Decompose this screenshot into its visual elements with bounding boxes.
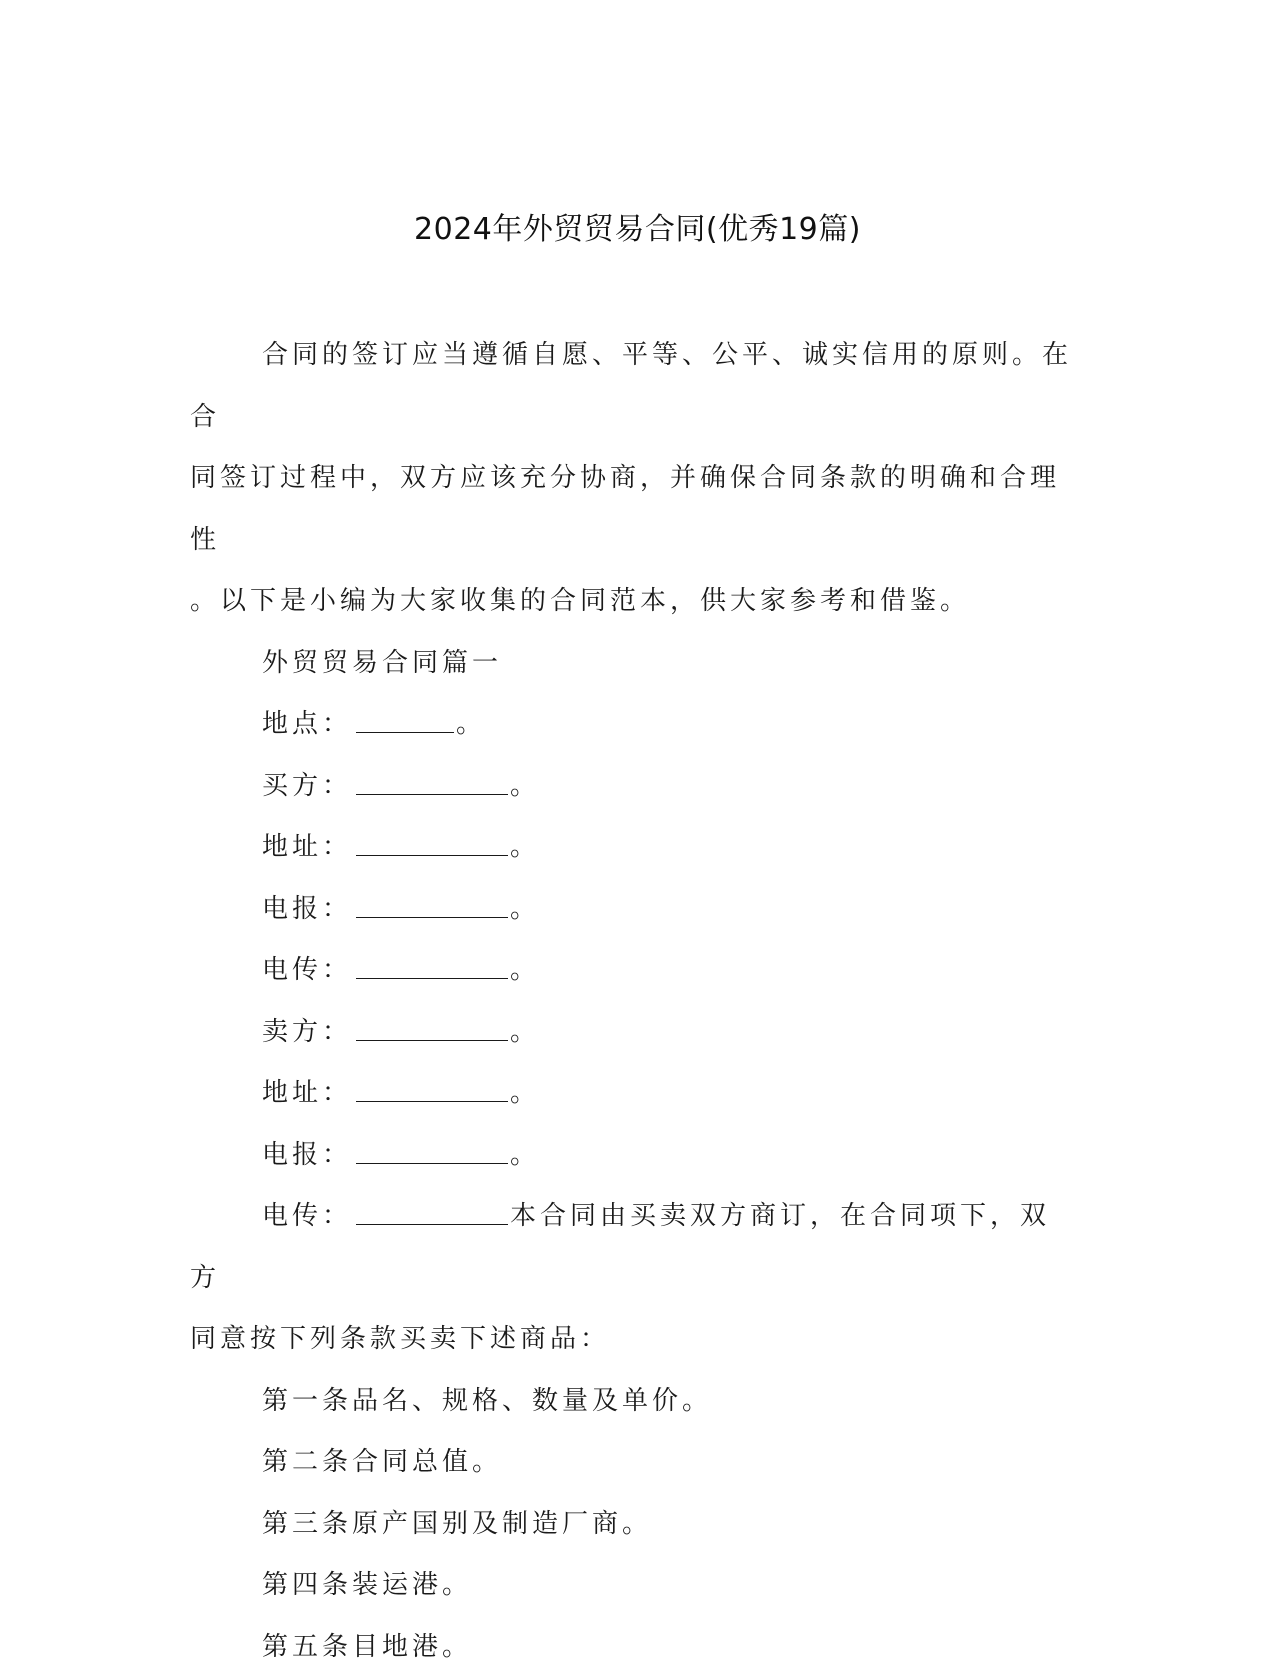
intro-line-2: 同签订过程中，双方应该充分协商，并确保合同条款的明确和合理性 bbox=[190, 463, 1060, 555]
field-suffix: 。 bbox=[510, 1078, 540, 1108]
clause-line: 第二条合同总值。 bbox=[190, 1432, 1080, 1494]
blank-line bbox=[356, 1020, 508, 1041]
field-label: 电报： bbox=[262, 894, 352, 924]
clause-line: 第五条目地港。 bbox=[190, 1617, 1080, 1678]
blank-line bbox=[356, 1204, 508, 1225]
blank-line bbox=[356, 712, 454, 733]
intro-paragraph bbox=[190, 325, 1080, 633]
intro-line-1: 合同的签订应当遵循自愿、平等、公平、诚实信用的原则。在合 bbox=[190, 340, 1072, 432]
field-label: 电传： bbox=[262, 955, 352, 985]
clause-line: 第一条品名、规格、数量及单价。 bbox=[190, 1371, 1080, 1433]
field-suffix: 。 bbox=[510, 1140, 540, 1170]
field-label: 地址： bbox=[262, 832, 352, 862]
field-line bbox=[190, 817, 1080, 879]
document-title: 2024年外贸贸易合同(优秀19篇) bbox=[0, 210, 1275, 250]
blank-line bbox=[356, 1081, 508, 1102]
field-label: 卖方： bbox=[262, 1017, 352, 1047]
field-label: 买方： bbox=[262, 771, 352, 801]
blank-line bbox=[356, 897, 508, 918]
field-line bbox=[190, 879, 1080, 941]
field-label: 地址： bbox=[262, 1078, 352, 1108]
field-line bbox=[190, 1002, 1080, 1064]
field-line bbox=[190, 694, 1080, 756]
blank-line bbox=[356, 958, 508, 979]
field-suffix: 。 bbox=[510, 832, 540, 862]
blank-line bbox=[356, 835, 508, 856]
field-line bbox=[190, 1125, 1080, 1187]
last-field-text-1: 本合同由买卖双方商订，在合同项下，双方 bbox=[190, 1201, 1050, 1293]
field-line bbox=[190, 756, 1080, 818]
field-suffix: 。 bbox=[510, 955, 540, 985]
section-heading: 外贸贸易合同篇一 bbox=[190, 633, 1080, 695]
blank-line bbox=[356, 1143, 508, 1164]
field-label: 电报： bbox=[262, 1140, 352, 1170]
field-suffix: 。 bbox=[510, 1017, 540, 1047]
last-field-paragraph bbox=[190, 1186, 1080, 1371]
last-field-text-2: 同意按下列条款买卖下述商品： bbox=[190, 1324, 610, 1354]
field-line bbox=[190, 940, 1080, 1002]
field-suffix: 。 bbox=[510, 771, 540, 801]
field-suffix: 。 bbox=[510, 894, 540, 924]
intro-line-3: 。以下是小编为大家收集的合同范本，供大家参考和借鉴。 bbox=[190, 586, 970, 616]
field-line bbox=[190, 1063, 1080, 1125]
field-label: 地点： bbox=[262, 709, 352, 739]
blank-line bbox=[356, 774, 508, 795]
document-body bbox=[190, 325, 1080, 1678]
clause-line: 第三条原产国别及制造厂商。 bbox=[190, 1494, 1080, 1556]
field-suffix: 。 bbox=[456, 709, 486, 739]
field-label: 电传： bbox=[262, 1201, 352, 1231]
clause-line: 第四条装运港。 bbox=[190, 1555, 1080, 1617]
